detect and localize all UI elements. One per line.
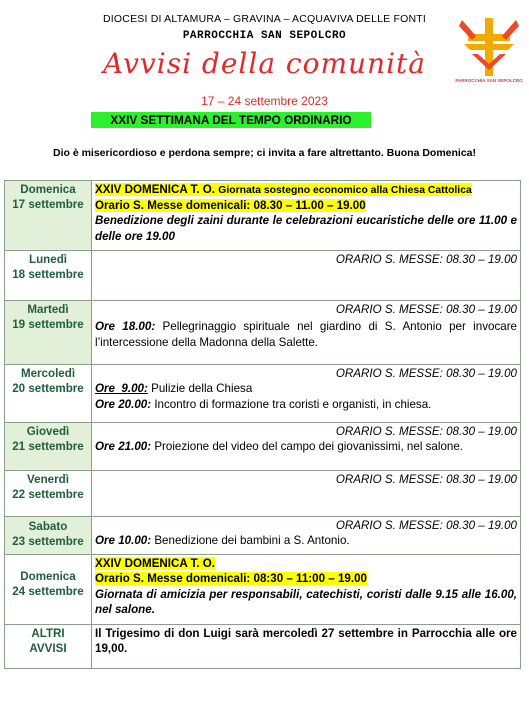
day-cell [5, 555, 92, 625]
event-time: Ore 18.00: [95, 320, 156, 334]
day-date: 21 settembre [12, 440, 84, 454]
day-cell [5, 365, 92, 423]
day-date: 18 settembre [12, 268, 84, 282]
day-date: 24 settembre [12, 585, 84, 599]
page-title: Avvisi della comunità [103, 47, 426, 80]
events-cell [92, 181, 521, 251]
sunday-title: XXIV DOMENICA T. O. [95, 557, 216, 570]
day-name: Domenica [20, 183, 76, 196]
events-cell [92, 517, 521, 555]
table-row [5, 301, 521, 365]
parish-name: PARROCCHIA SAN SEPOLCRO [182, 30, 347, 42]
liturgical-week: XXIV SETTIMANA DEL TEMPO ORDINARIO [91, 112, 371, 128]
table-row [5, 423, 521, 471]
sunday-subtitle: Giornata sostegno economico alla Chiesa Cattolica [218, 185, 472, 196]
table-row [5, 181, 521, 251]
events-cell [92, 251, 521, 301]
weekly-motto: Dio è misericordioso e perdona sempre; ci invita a fare altrettanto. Buona Domenica! [52, 147, 477, 159]
diocese-name: DIOCESI DI ALTAMURA – GRAVINA – ACQUAVIVA DELLE FONTI [103, 13, 426, 25]
sunday-note: Benedizione degli zaini durante le celebrazioni eucaristiche delle ore 11.00 e delle ore 19.00 [95, 214, 517, 243]
event-time: Ore 9.00: [95, 382, 148, 396]
day-date: 22 settembre [12, 488, 84, 502]
event-text: Incontro di formazione tra coristi e organisti, in chiesa. [154, 397, 432, 411]
day-name: Venerdì [27, 473, 69, 486]
event-item [95, 533, 517, 548]
date-range: 17 – 24 settembre 2023 [201, 94, 328, 108]
events-cell [92, 555, 521, 625]
event-text: Benedizione dei bambini a S. Antonio. [154, 534, 350, 548]
day-cell [5, 251, 92, 301]
event-text: Proiezione del video del campo dei giovanissimi, nel salone. [154, 440, 464, 454]
events-cell [92, 365, 521, 423]
table-row [5, 555, 521, 625]
events-cell [92, 423, 521, 471]
other-notices-text: Il Trigesimo di don Luigi sarà mercoledì 27 settembre in Parrocchia alle ore 19,00. [92, 625, 521, 669]
table-row [5, 517, 521, 555]
sunday-note: Giornata di amicizia per responsabili, catechisti, coristi dalle 9.15 alle 16.00, nel salone. [95, 587, 517, 617]
mass-times: ORARIO S. MESSE: 08.30 – 19.00 [335, 367, 517, 380]
day-cell [5, 471, 92, 517]
mass-times: ORARIO S. MESSE: 08.30 – 19.00 [335, 425, 517, 438]
other-notices-label [5, 625, 92, 669]
event-item [95, 381, 517, 396]
day-cell [5, 517, 92, 555]
event-item [95, 319, 517, 350]
day-date: 23 settembre [12, 535, 84, 549]
events-cell [92, 471, 521, 517]
other-notices-label-line2: AVVISI [29, 642, 67, 656]
event-text: Pellegrinaggio spirituale nel giardino di S. Antonio per invocare l’intercessione della Madonna della Salette. [95, 320, 518, 349]
day-cell [5, 181, 92, 251]
mass-times: ORARIO S. MESSE: 08.30 – 19.00 [335, 519, 517, 532]
event-time: Ore 21.00: [95, 440, 152, 454]
day-name: Lunedì [29, 253, 67, 266]
event-time: Ore 10.00: [95, 534, 152, 548]
sunday-title: XXIV DOMENICA T. O. [95, 183, 216, 196]
sunday-masses: Orario S. Messe domenicali: 08:30 – 11:00 – 19.00 [95, 572, 367, 586]
weekly-schedule-table [4, 180, 521, 669]
day-cell [5, 301, 92, 365]
event-item [95, 397, 517, 412]
event-text: Pulizie della Chiesa [151, 382, 253, 396]
table-row [5, 471, 521, 517]
events-cell [92, 301, 521, 365]
sunday-masses: Orario S. Messe domenicali: 08.30 – 11.00 – 19.00 [95, 198, 366, 212]
day-date: 17 settembre [12, 198, 84, 212]
mass-times: ORARIO S. MESSE: 08.30 – 19.00 [335, 303, 517, 316]
event-time: Ore 20.00: [95, 397, 152, 411]
day-date: 20 settembre [12, 382, 84, 396]
day-name: Sabato [28, 520, 68, 533]
day-name: Domenica [20, 570, 76, 583]
event-item [95, 439, 517, 454]
day-name: Martedì [27, 303, 69, 316]
mass-times: ORARIO S. MESSE: 08.30 – 19.00 [335, 473, 517, 486]
mass-times: ORARIO S. MESSE: 08.30 – 19.00 [335, 253, 517, 266]
day-cell [5, 423, 92, 471]
day-name: Giovedì [26, 425, 70, 438]
sunday-highlight [95, 183, 472, 196]
table-row [5, 365, 521, 423]
table-row [5, 251, 521, 301]
day-date: 19 settembre [12, 318, 84, 332]
table-row [5, 625, 521, 669]
other-notices-label-line1: ALTRI [31, 627, 65, 640]
logo-caption: PARROCCHIA SAN SEPOLCRO [455, 78, 523, 83]
day-name: Mercoledì [20, 367, 76, 380]
